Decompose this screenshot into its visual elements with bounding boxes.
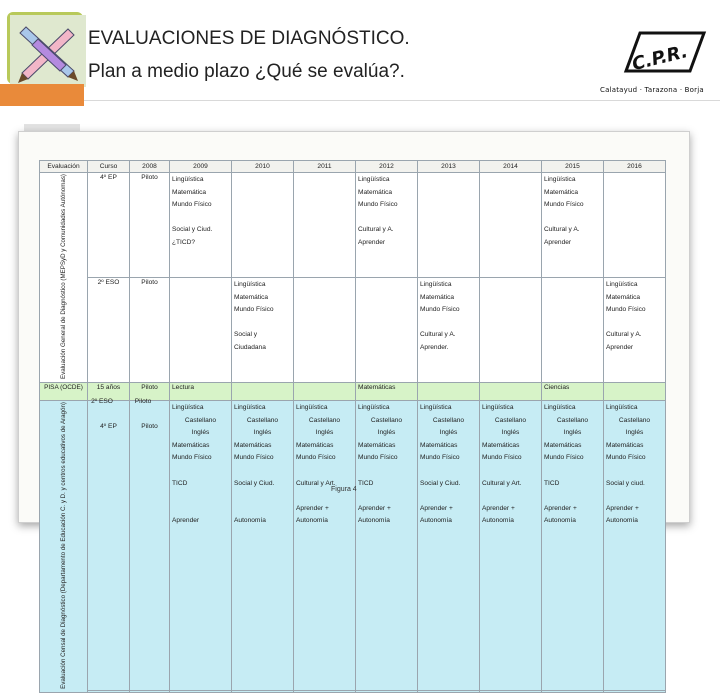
empty-cell (232, 173, 294, 278)
subjects-cell: Lingüística Matemática Mundo Físico Social y Ciudadana (232, 277, 294, 382)
empty-cell (232, 690, 294, 692)
header-cell: 2015 (542, 161, 604, 173)
header-cell: 2008 (130, 161, 170, 173)
subjects-cell: Lingüística Matemática Mundo Físico Cultural y A. Aprender (542, 173, 604, 278)
figure-caption: Figura 4 (331, 486, 357, 493)
empty-cell (542, 690, 604, 692)
empty-cell (418, 382, 480, 400)
empty-cell (480, 690, 542, 692)
empty-cell (294, 277, 356, 382)
subjects-cell: Lingüística Castellano Inglés Matemáticas Mundo Físico Cultural y Art. Aprender + Autonomía (294, 400, 356, 690)
curso-cell: 15 años (88, 382, 130, 400)
empty-cell (294, 173, 356, 278)
pisa-cell: Matemáticas (356, 382, 418, 400)
header-cell: 2016 (604, 161, 666, 173)
subjects-cell: Lingüística Castellano Inglés Matemáticas Mundo Físico Social y ciud. Aprender + Autonomía (604, 400, 666, 690)
piloto-cell: Piloto (130, 277, 170, 382)
subjects-cell: Lingüística Castellano Inglés Matemáticas Mundo Físico TICD Aprender (170, 400, 232, 690)
group-label: Evaluación General de Diagnóstico (MEPSyD y Comunidades Autónomas) (40, 173, 88, 383)
empty-cell (604, 173, 666, 278)
divider (84, 100, 720, 101)
header-cell: 2013 (418, 161, 480, 173)
group-label: Evaluación Censal de Diagnóstico (Departamento de Educación C. y D. y centros educativos de Aragón) (40, 400, 88, 692)
table-row (40, 400, 666, 690)
empty-cell (170, 690, 232, 692)
empty-cell (130, 690, 170, 692)
page-subtitle: Plan a medio plazo ¿Qué se evalúa?. (88, 61, 405, 82)
subjects-cell: Lingüística Matemática Mundo Físico Cultural y A. Aprender (604, 277, 666, 382)
subjects-cell: Lingüística Castellano Inglés Matemáticas Mundo Físico Cultural y Art. Aprender + Autonomía (480, 400, 542, 690)
table-header-row (40, 161, 666, 173)
figure-panel (18, 131, 690, 689)
empty-cell (480, 277, 542, 382)
accent-bar (0, 84, 84, 106)
table-row (40, 173, 666, 278)
empty-cell (604, 690, 666, 692)
curso-cell (88, 690, 130, 692)
empty-cell (604, 382, 666, 400)
evaluation-table (39, 160, 666, 693)
empty-cell (294, 382, 356, 400)
subjects-cell: Lingüística Castellano Inglés Matemáticas Mundo Físico TICD Aprender + Autonomía (542, 400, 604, 690)
pencils-logo-icon (7, 12, 83, 84)
cpr-logo-text: C.P.R. (629, 41, 690, 76)
empty-cell (480, 382, 542, 400)
pisa-cell: Ciencias (542, 382, 604, 400)
subjects-cell: Lingüística Castellano Inglés Matemáticas Mundo Físico Social y Ciud. Autonomía (232, 400, 294, 690)
group-label: PISA (OCDE) (40, 382, 88, 400)
curso-cell: 4º EP (88, 173, 130, 278)
header-cell: 2012 (356, 161, 418, 173)
subjects-cell: Lingüística Castellano Inglés Matemáticas Mundo Físico TICD Aprender + Autonomía (356, 400, 418, 690)
empty-cell (356, 277, 418, 382)
piloto-cell: Piloto (130, 173, 170, 278)
empty-cell (170, 277, 232, 382)
header-cell: 2014 (480, 161, 542, 173)
subjects-cell: Lingüística Matemática Mundo Físico Cultural y A. Aprender (356, 173, 418, 278)
header-cell: Curso (88, 161, 130, 173)
table-row (40, 277, 666, 382)
curso-cell: 2º ESO (91, 398, 113, 405)
subjects-cell: Lingüística Matemática Mundo Físico Social y Ciud. ¿TICD? (170, 173, 232, 278)
pisa-cell: Lectura (170, 382, 232, 400)
curso-cell: 4º EP (88, 400, 130, 690)
header-cell: Evaluación (40, 161, 88, 173)
empty-cell (294, 690, 356, 692)
header-cell: 2009 (170, 161, 232, 173)
piloto-cell: Piloto (130, 400, 170, 690)
subjects-cell: Lingüística Castellano Inglés Matemáticas Mundo Físico Social y Ciud. Aprender + Autonomía (418, 400, 480, 690)
piloto-cell: Piloto (134, 398, 152, 405)
header-cell: 2011 (294, 161, 356, 173)
empty-cell (418, 173, 480, 278)
subjects-cell: Lingüística Matemática Mundo Físico Cultural y A. Aprender. (418, 277, 480, 382)
empty-cell (356, 690, 418, 692)
piloto-cell: Piloto (130, 382, 170, 400)
table-row (40, 690, 666, 692)
page-title: EVALUACIONES DE DIAGNÓSTICO. (88, 28, 410, 49)
empty-cell (418, 690, 480, 692)
cpr-subtext: Calatayud · Tarazona · Borja (600, 86, 704, 94)
header-cell: 2010 (232, 161, 294, 173)
empty-cell (480, 173, 542, 278)
curso-cell: 2º ESO (88, 277, 130, 382)
empty-cell (232, 382, 294, 400)
empty-cell (542, 277, 604, 382)
